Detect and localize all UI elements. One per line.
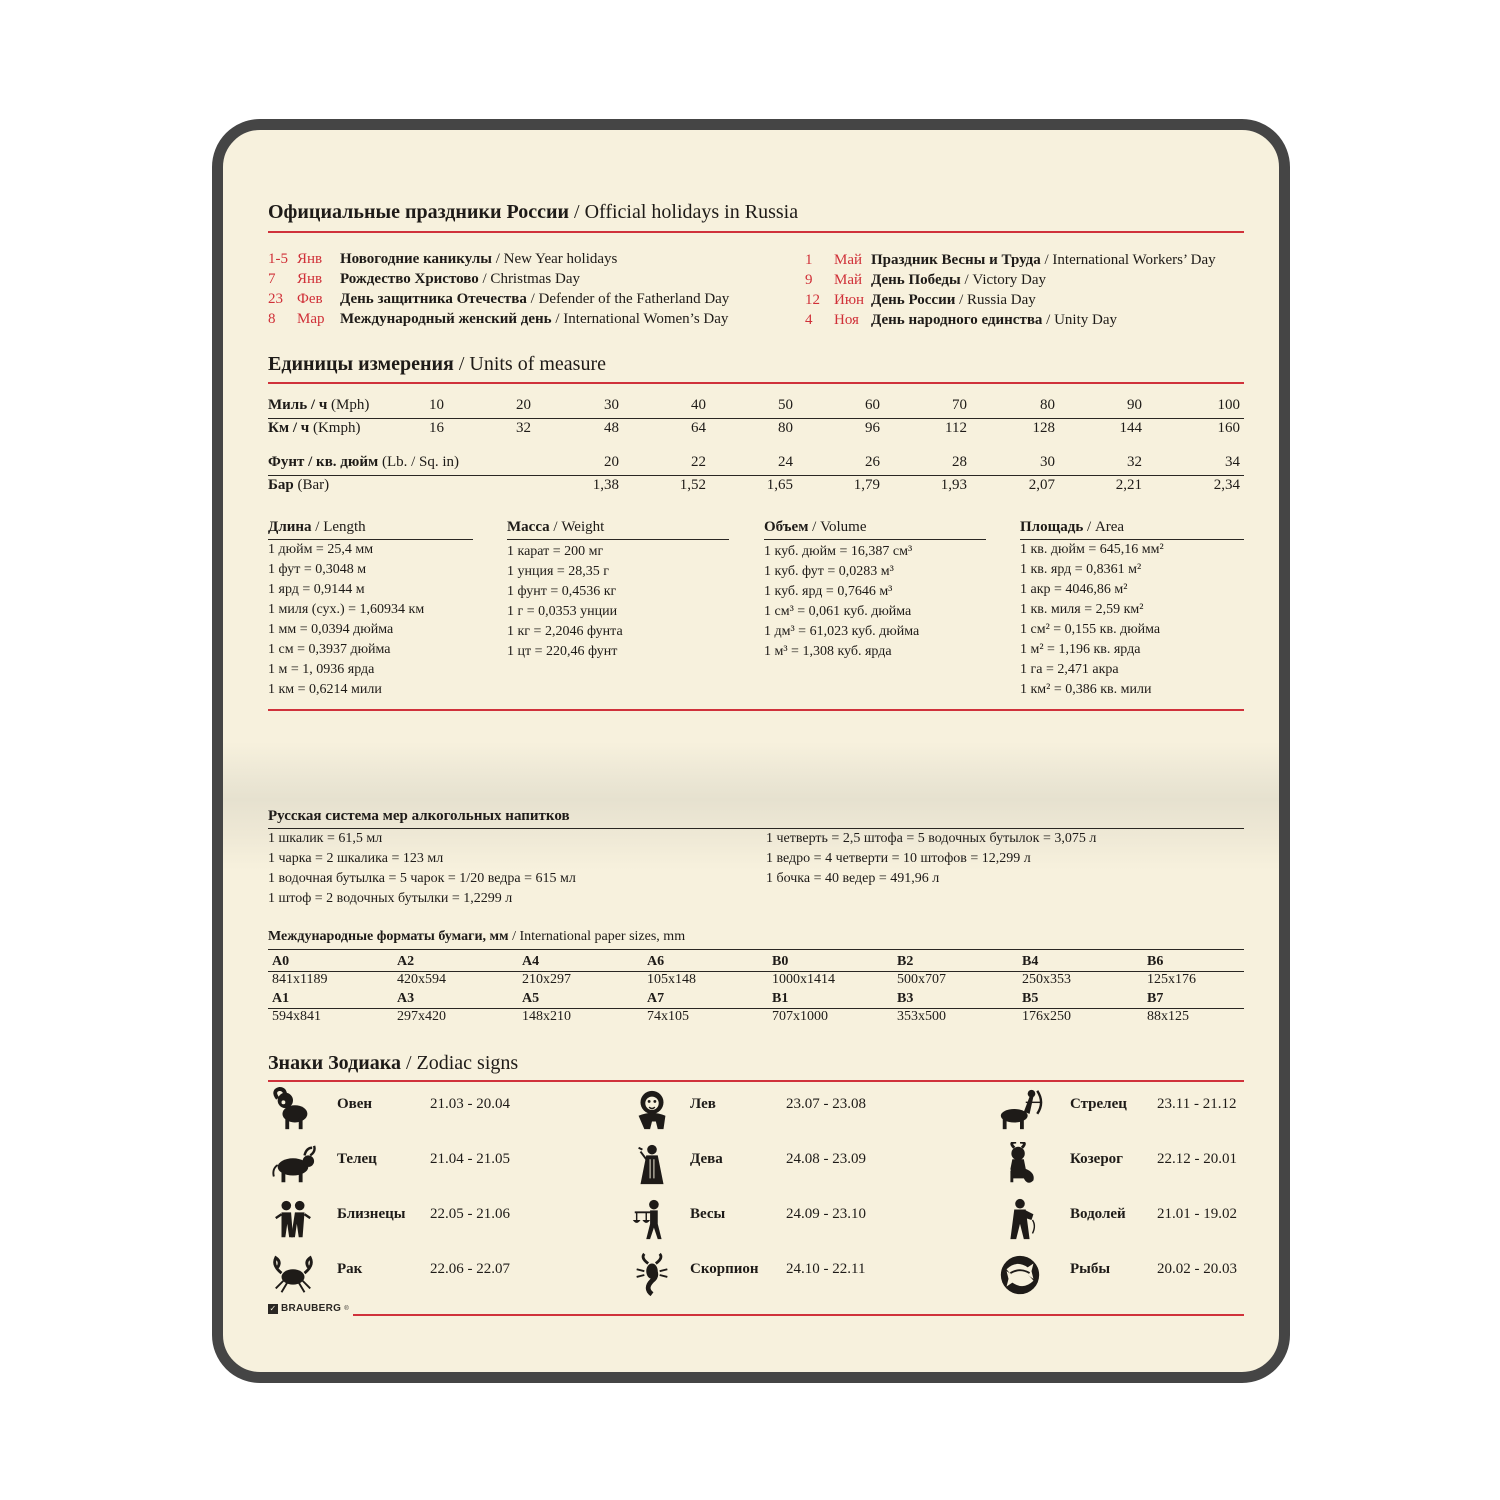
paper-format: B1	[772, 991, 789, 1006]
holiday-month: Ноя	[834, 312, 859, 328]
taurus-bull-icon	[270, 1142, 316, 1188]
zodiac-sign-dates: 20.02 - 20.03	[1157, 1261, 1237, 1277]
zodiac-rule	[268, 1080, 1244, 1082]
holiday-name-ru: Праздник Весны и Труда	[871, 252, 1041, 268]
holiday-name-en: / New Year holidays	[491, 251, 618, 267]
zodiac-sign-name: Водолей	[1070, 1206, 1126, 1222]
weight-rule	[507, 539, 729, 540]
alcohol-item: 1 чарка = 2 шкалика = 123 мл	[268, 851, 444, 866]
area-list	[1020, 540, 1164, 700]
length-item: 1 см = 0,3937 дюйма	[268, 642, 391, 657]
zodiac-sign-dates: 22.05 - 21.06	[430, 1206, 510, 1222]
paper-size: 297x420	[397, 1009, 446, 1024]
units-rule	[268, 382, 1244, 384]
zodiac-sign-name: Близнецы	[337, 1206, 406, 1222]
holiday-month: Май	[834, 252, 863, 268]
holiday-name-ru: Международный женский день	[340, 311, 552, 327]
area-item: 1 га = 2,471 акра	[1020, 662, 1119, 677]
zodiac-sign-name: Лев	[690, 1096, 716, 1112]
zodiac-sign-name: Дева	[690, 1151, 723, 1167]
holiday-day: 1-5	[268, 251, 288, 267]
paper-format: B4	[1022, 954, 1039, 969]
zodiac-sign-name: Рыбы	[1070, 1261, 1111, 1277]
length-list	[268, 540, 424, 700]
area-title: Площадь / Area	[1020, 519, 1125, 535]
volume-item: 1 м³ = 1,308 куб. ярда	[764, 644, 892, 659]
alcohol-left-list	[268, 829, 576, 909]
paper-format: A5	[522, 991, 540, 1006]
paper-rule-mid	[268, 971, 1244, 972]
unit-value: 96	[865, 420, 880, 436]
speed-row-divider	[268, 418, 1244, 419]
paper-size: 1000x1414	[772, 972, 835, 987]
unit-value: 30	[1040, 454, 1055, 470]
holiday-month: Янв	[297, 251, 323, 267]
unit-value: 90	[1127, 397, 1142, 413]
unit-value: 80	[778, 420, 793, 436]
weight-item: 1 кг = 2,2046 фунта	[507, 624, 623, 639]
unit-value: 20	[516, 397, 531, 413]
holiday-month: Июн	[834, 292, 865, 308]
unit-value: 1,52	[679, 477, 706, 493]
holiday-name-ru: Рождество Христово	[340, 271, 479, 287]
unit-value: 1,38	[592, 477, 619, 493]
volume-item: 1 куб. дюйм = 16,387 см³	[764, 544, 913, 559]
zodiac-sign-dates: 24.10 - 22.11	[786, 1261, 866, 1277]
pressure-row-bar: Бар (Bar) 1,38 1,52 1,65 1,79 1,93 2,07 2,21 2,34	[268, 477, 1240, 493]
zodiac-sign-name: Скорпион	[690, 1261, 759, 1277]
unit-value: 22	[691, 454, 706, 470]
unit-value: 28	[952, 454, 967, 470]
zodiac-sign-name: Овен	[337, 1096, 373, 1112]
holiday-day: 1	[805, 252, 813, 268]
paper-format: B2	[897, 954, 914, 969]
alcohol-title: Русская система мер алкогольных напитков	[268, 808, 570, 824]
paper-size: 250x353	[1022, 972, 1071, 987]
paper-size: 74x105	[647, 1009, 689, 1024]
unit-value: 80	[1040, 397, 1055, 413]
paper-format: B5	[1022, 991, 1039, 1006]
length-item: 1 дюйм = 25,4 мм	[268, 542, 374, 557]
unit-value: 1,65	[766, 477, 793, 493]
holiday-day: 12	[805, 292, 820, 308]
paper-rule-top	[268, 949, 1244, 950]
holiday-name	[871, 292, 1036, 309]
gemini-twins-icon	[270, 1197, 316, 1243]
paper-size: 420x594	[397, 972, 446, 987]
units-bottom-rule	[268, 709, 1244, 711]
alcohol-item: 1 ведро = 4 четверти = 10 штофов = 12,299 л	[766, 851, 1031, 866]
holidays-title: Официальные праздники России / Official holidays in Russia	[268, 201, 799, 223]
pressure-row-divider	[268, 475, 1244, 476]
paper-size: 105x148	[647, 972, 696, 987]
holiday-name-en: / Defender of the Fatherland Day	[526, 291, 730, 307]
footer-rule	[353, 1314, 1244, 1316]
brauberg-logo: ✓ BRAUBERG ®	[269, 1303, 349, 1314]
zodiac-sign-name: Рак	[337, 1261, 363, 1277]
weight-item: 1 фунт = 0,4536 кг	[507, 584, 617, 599]
unit-value: 112	[945, 420, 967, 436]
leo-lion-icon	[629, 1087, 675, 1133]
holiday-name-ru: День Победы	[871, 272, 961, 288]
aries-ram-icon	[270, 1087, 316, 1133]
unit-value: 48	[604, 420, 619, 436]
unit-value: 144	[1119, 420, 1142, 436]
holiday-day: 4	[805, 312, 813, 328]
paper-format: A2	[397, 954, 415, 969]
holiday-month: Фев	[297, 291, 323, 307]
holiday-month: Май	[834, 272, 863, 288]
area-item: 1 кв. ярд = 0,8361 м²	[1020, 562, 1142, 577]
unit-value: 2,21	[1115, 477, 1142, 493]
weight-item: 1 цт = 220,46 фунт	[507, 644, 618, 659]
holiday-name	[340, 311, 728, 328]
holiday-name-ru: День защитника Отечества	[340, 291, 527, 307]
unit-value: 1,79	[853, 477, 880, 493]
virgo-maiden-icon	[629, 1142, 675, 1188]
holiday-name-en: / Christmas Day	[478, 271, 581, 287]
holiday-name-en: / International Workers’ Day	[1040, 252, 1216, 268]
units-title: Единицы измерения / Units of measure	[268, 353, 607, 375]
holiday-day: 7	[268, 271, 276, 287]
reference-page	[223, 130, 1279, 1372]
paper-size: 88x125	[1147, 1009, 1189, 1024]
zodiac-sign-name: Весы	[690, 1206, 726, 1222]
volume-item: 1 дм³ = 61,023 куб. дюйма	[764, 624, 920, 639]
unit-value: 2,07	[1028, 477, 1055, 493]
unit-value: 34	[1225, 454, 1240, 470]
zodiac-sign-dates: 24.09 - 23.10	[786, 1206, 866, 1222]
unit-value: 60	[865, 397, 880, 413]
weight-item: 1 г = 0,0353 унции	[507, 604, 618, 619]
paper-rule-mid	[268, 1008, 1244, 1009]
paper-sizes-table	[268, 954, 1244, 1034]
pressure-row-psi: Фунт / кв. дюйм (Lb. / Sq. in) 20 22 24 26 28 30 32 34	[268, 454, 1240, 470]
unit-value: 160	[1217, 420, 1240, 436]
length-item: 1 миля (сух.) = 1,60934 км	[268, 602, 425, 617]
holiday-name	[871, 272, 1046, 289]
paper-size: 841x1189	[272, 972, 328, 987]
speed-row-mph: Миль / ч (Mph) 10 20 30 40 50 60 70 80 90 100	[268, 397, 1240, 413]
paper-format: B7	[1147, 991, 1164, 1006]
alcohol-item: 1 четверть = 2,5 штофа = 5 водочных бутылок = 3,075 л	[766, 831, 1097, 846]
paper-size: 353x500	[897, 1009, 946, 1024]
unit-value: 40	[691, 397, 706, 413]
holiday-name-en: / Russia Day	[955, 292, 1036, 308]
cancer-crab-icon	[270, 1252, 316, 1298]
weight-list	[507, 542, 623, 662]
paper-format: A0	[272, 954, 290, 969]
area-item: 1 кв. миля = 2,59 км²	[1020, 602, 1144, 617]
volume-rule	[764, 539, 986, 540]
volume-title: Объем / Volume	[764, 519, 867, 535]
paper-format: A1	[272, 991, 290, 1006]
volume-item: 1 см³ = 0,061 куб. дюйма	[764, 604, 912, 619]
holiday-month: Мар	[297, 311, 325, 327]
unit-value: 10	[429, 397, 444, 413]
check-icon: ✓	[269, 1303, 277, 1313]
holiday-name	[340, 251, 617, 268]
paper-format: B0	[772, 954, 789, 969]
unit-value: 70	[952, 397, 967, 413]
zodiac-sign-dates: 21.04 - 21.05	[430, 1151, 510, 1167]
zodiac-sign-dates: 23.11 - 21.12	[1157, 1096, 1237, 1112]
paper-format: B3	[897, 991, 914, 1006]
sagittarius-archer-icon	[997, 1087, 1043, 1133]
zodiac-sign-dates: 21.03 - 20.04	[430, 1096, 510, 1112]
volume-item: 1 куб. фут = 0,0283 м³	[764, 564, 894, 579]
paper-size: 176x250	[1022, 1009, 1071, 1024]
holiday-day: 9	[805, 272, 813, 288]
paper-format: A6	[647, 954, 665, 969]
holiday-day: 23	[268, 291, 283, 307]
area-item: 1 кв. дюйм = 645,16 мм²	[1020, 542, 1164, 557]
unit-value: 20	[604, 454, 619, 470]
unit-value: 26	[865, 454, 880, 470]
weight-item: 1 карат = 200 мг	[507, 544, 604, 559]
unit-value: 30	[604, 397, 619, 413]
holidays-rule	[268, 231, 1244, 233]
holiday-name-en: / Unity Day	[1042, 312, 1117, 328]
holiday-name-ru: День народного единства	[871, 312, 1043, 328]
holiday-name	[871, 312, 1117, 329]
length-title: Длина / Length	[268, 519, 366, 535]
zodiac-sign-name: Телец	[337, 1151, 377, 1167]
area-item: 1 см² = 0,155 кв. дюйма	[1020, 622, 1161, 637]
unit-value: 16	[429, 420, 444, 436]
holiday-name-en: / International Women’s Day	[551, 311, 729, 327]
alcohol-item: 1 водочная бутылка = 5 чарок = 1/20 ведра = 615 мл	[268, 871, 576, 886]
volume-list	[764, 542, 919, 662]
holiday-month: Янв	[297, 271, 323, 287]
zodiac-sign-dates: 23.07 - 23.08	[786, 1096, 866, 1112]
libra-scales-icon	[629, 1197, 675, 1243]
paper-title: Международные форматы бумаги, мм / International paper sizes, mm	[268, 929, 686, 944]
unit-value: 64	[691, 420, 706, 436]
alcohol-item: 1 шкалик = 61,5 мл	[268, 831, 383, 846]
holiday-name-ru: День России	[871, 292, 956, 308]
paper-size: 594x841	[272, 1009, 321, 1024]
length-item: 1 км = 0,6214 мили	[268, 682, 382, 697]
unit-value: 50	[778, 397, 793, 413]
paper-size: 210x297	[522, 972, 571, 987]
speed-row-kmph: Км / ч (Kmph) 16 32 48 64 80 96 112 128 144 160	[268, 420, 1240, 436]
paper-size: 148x210	[522, 1009, 571, 1024]
volume-item: 1 куб. ярд = 0,7646 м³	[764, 584, 893, 599]
area-item: 1 м² = 1,196 кв. ярда	[1020, 642, 1141, 657]
zodiac-sign-name: Козерог	[1070, 1151, 1123, 1167]
zodiac-title: Знаки Зодиака / Zodiac signs	[268, 1052, 519, 1074]
zodiac-sign-dates: 22.12 - 20.01	[1157, 1151, 1237, 1167]
alcohol-item: 1 бочка = 40 ведер = 491,96 л	[766, 871, 940, 886]
paper-format: B6	[1147, 954, 1164, 969]
weight-item: 1 унция = 28,35 г	[507, 564, 610, 579]
holiday-day: 8	[268, 311, 276, 327]
capricorn-goat-icon	[997, 1142, 1043, 1188]
holiday-name-en: / Victory Day	[960, 272, 1047, 288]
alcohol-right-list	[766, 829, 1096, 889]
holiday-name	[340, 271, 580, 288]
weight-title: Масса / Weight	[507, 519, 605, 535]
holiday-name-ru: Новогодние каникулы	[340, 251, 492, 267]
area-item: 1 км² = 0,386 кв. мили	[1020, 682, 1152, 697]
unit-value: 24	[778, 454, 793, 470]
scorpio-scorpion-icon	[629, 1252, 675, 1298]
alcohol-item: 1 штоф = 2 водочных бутылки = 1,2299 л	[268, 891, 513, 906]
paper-format: A4	[522, 954, 540, 969]
paper-size: 500x707	[897, 972, 946, 987]
zodiac-sign-dates: 21.01 - 19.02	[1157, 1206, 1237, 1222]
zodiac-sign-dates: 22.06 - 22.07	[430, 1261, 510, 1277]
paper-size: 125x176	[1147, 972, 1196, 987]
paper-size: 707x1000	[772, 1009, 828, 1024]
unit-value: 1,93	[940, 477, 967, 493]
paper-format: A3	[397, 991, 415, 1006]
length-item: 1 ярд = 0,9144 м	[268, 582, 365, 597]
zodiac-sign-dates: 24.08 - 23.09	[786, 1151, 866, 1167]
length-item: 1 фут = 0,3048 м	[268, 562, 367, 577]
unit-value: 32	[1127, 454, 1142, 470]
length-item: 1 м = 1, 0936 ярда	[268, 662, 375, 677]
notebook-page	[212, 119, 1290, 1383]
zodiac-sign-name: Стрелец	[1070, 1096, 1127, 1112]
paper-format: A7	[647, 991, 665, 1006]
unit-value: 100	[1217, 397, 1240, 413]
unit-value: 128	[1032, 420, 1055, 436]
length-item: 1 мм = 0,0394 дюйма	[268, 622, 394, 637]
area-item: 1 акр = 4046,86 м²	[1020, 582, 1128, 597]
holiday-name	[340, 291, 729, 308]
unit-value: 2,34	[1213, 477, 1240, 493]
holiday-name	[871, 252, 1216, 269]
aquarius-waterbearer-icon	[997, 1197, 1043, 1243]
pisces-fish-icon	[997, 1252, 1043, 1298]
unit-value: 32	[516, 420, 531, 436]
